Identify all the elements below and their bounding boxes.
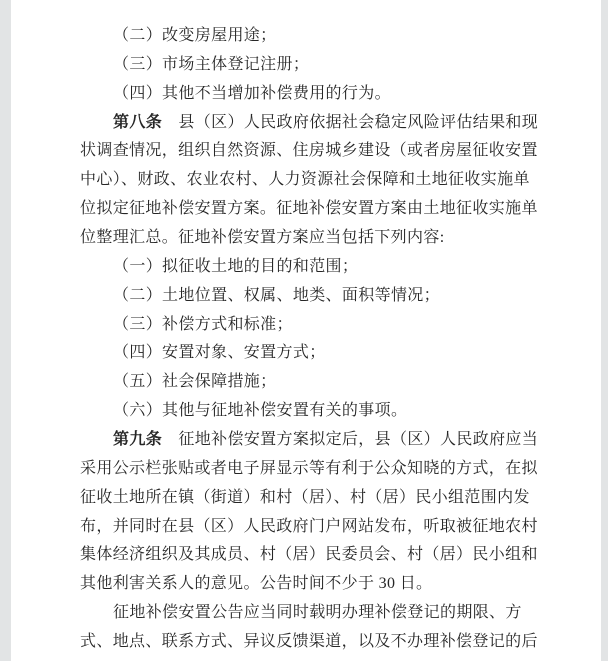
line-text: （三）市场主体登记注册； [113,55,310,73]
line-text: 征地补偿安置公告应当同时载明办理补偿登记的期限、方 [113,604,522,622]
document-line [80,282,542,311]
document-line [80,513,542,542]
document-line [80,80,542,109]
line-text: 其他利害关系人的意见。公告时间不少于 30 日。 [80,575,433,593]
line-text: （二）土地位置、权属、地类、面积等情况； [113,286,441,304]
line-text: 位整理汇总。征地补偿安置方案应当包括下列内容: [80,229,445,247]
line-text: （一）拟征收土地的目的和范围； [113,257,359,275]
line-text: 布，并同时在县（区）人民政府门户网站发布，听取被征地农村 [80,517,538,535]
document-line [80,339,542,368]
line-text: 位拟定征地补偿安置方案。征地补偿安置方案由土地征收实施单 [80,200,538,218]
line-text: （三）补偿方式和标准； [113,315,293,333]
document-line [80,253,542,282]
document-line [80,368,542,397]
line-text: 状调查情况，组织自然资源、住房城乡建设（或者房屋征收安置 [80,142,538,160]
viewer-edge-right [601,0,608,661]
document-line [80,224,542,253]
document-line [80,599,542,628]
line-text: （六）其他与征地补偿安置有关的事项。 [113,402,408,420]
document-line [80,570,542,599]
document-line [80,51,542,80]
document-page [11,0,601,661]
line-text: （四）安置对象、安置方式； [113,344,326,362]
line-text: （二）改变房屋用途； [113,27,277,44]
line-text: 采用公示栏张贴或者电子屏显示等有利于公众知晓的方式，在拟 [80,459,538,477]
line-text: 征地补偿安置方案拟定后，县（区）人民政府应当 [162,431,539,449]
document-line [80,455,542,484]
document-line [80,22,542,51]
line-text: （四）其他不当增加补偿费用的行为。 [113,84,391,102]
document-line [80,311,542,340]
line-text: 中心）、财政、农业农村、人力资源社会保障和土地征收实施单 [80,171,530,189]
line-text: （五）社会保障措施； [113,373,277,391]
document-line [80,628,542,657]
document-line [80,137,542,166]
viewer-edge-left [0,0,11,661]
line-text: 征收土地所在镇（街道）和村（居）、村（居）民小组范围内发 [80,488,530,506]
document-line [80,426,542,455]
line-text: 县（区）人民政府依据社会稳定风险评估结果和现 [162,113,539,131]
document-line [80,109,542,138]
line-text: 式、地点、联系方式、异议反馈渠道，以及不办理补偿登记的后 [80,633,538,651]
article-number: 第九条 [113,431,163,449]
document-line [80,195,542,224]
document-line [80,484,542,513]
document-line [80,166,542,195]
document-text [80,22,542,657]
line-text: 集体经济组织及其成员、村（居）民委员会、村（居）民小组和 [80,546,538,564]
document-line [80,541,542,570]
article-number: 第八条 [113,113,163,131]
document-line [80,397,542,426]
